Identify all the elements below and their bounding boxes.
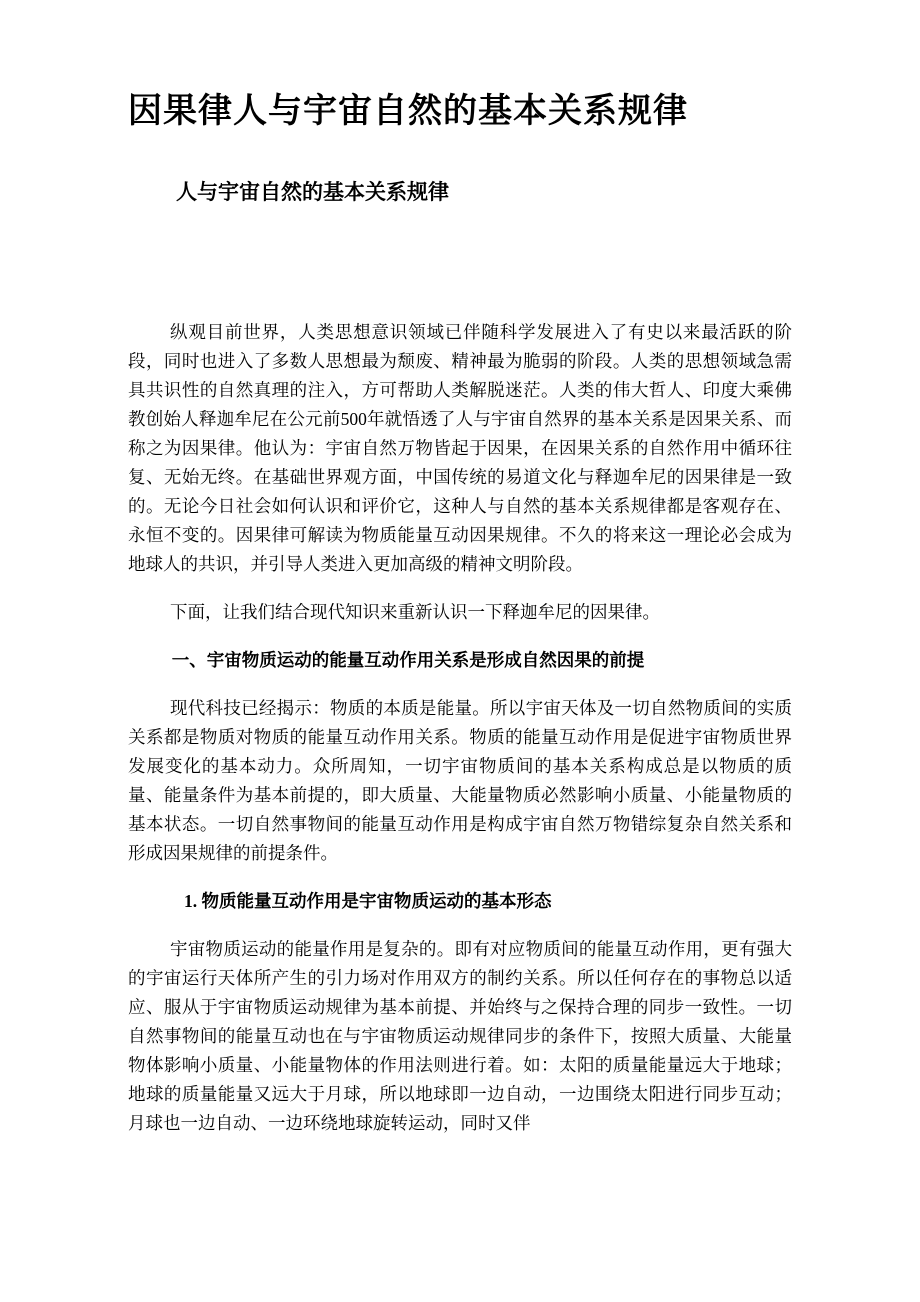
paragraph-intro: 纵观目前世界，人类思想意识领域已伴随科学发展进入了有史以来最活跃的阶段，同时也进入了多数人思想最为颓废、精神最为脆弱的阶段。人类的思想领域急需具共识性的自然真理的注入，方可帮助人类解脱迷茫。人类的伟大哲人、印度大乘佛教创始人释迦牟尼在公元前500年就悟透了人与宇宙自然界的基本关系是因果关系、而称之为因果律。他认为：宇宙自然万物皆起于因果，在因果关系的自然作用中循环往复、无始无终。在基础世界观方面，中国传统的易道文化与释迦牟尼的因果律是一致的。无论今日社会如何认识和评价它，这种人与自然的基本关系规律都是客观存在、永恒不变的。因果律可解读为物质能量互动因果规律。不久的将来这一理论必会成为地球人的共识，并引导人类进入更加高级的精神文明阶段。 — [128, 322, 792, 575]
document-subtitle: 人与宇宙自然的基本关系规律 — [176, 179, 449, 204]
paragraph-subsection-1-body: 宇宙物质运动的能量作用是复杂的。即有对应物质间的能量互动作用，更有强大的宇宙运行天体所产生的引力场对作用双方的制约关系。所以任何存在的事物总以适应、服从于宇宙物质运动规律为基本前提、并始终与之保持合理的同步一致性。一切自然事物间的能量互动也在与宇宙物质运动规律同步的条件下，按照大质量、大能量物体影响小质量、小能量物体的作用法则进行着。如：太阳的质量能量远大于地球；地球的质量能量又远大于月球，所以地球即一边自动，一边围绕太阳进行同步互动；月球也一边自动、一边环绕地球旋转运动，同时又伴 — [128, 939, 792, 1134]
section-1-heading: 一、宇宙物质运动的能量互动作用关系是形成自然因果的前提 — [171, 650, 645, 671]
paragraph-transition: 下面，让我们结合现代知识来重新认识一下释迦牟尼的因果律。 — [170, 602, 660, 623]
document-title: 因果律人与宇宙自然的基本关系规律 — [128, 93, 688, 130]
subsection-1-heading: 1. 物质能量互动作用是宇宙物质运动的基本形态 — [184, 891, 552, 912]
paragraph-section-1-body: 现代科技已经揭示：物质的本质是能量。所以宇宙天体及一切自然物质间的实质关系都是物质对物质的能量互动作用关系。物质的能量互动作用是促进宇宙物质世界发展变化的基本动力。众所周知，一切宇宙物质间的基本关系构成总是以物质的质量、能量条件为基本前提的，即大质量、大能量物质必然影响小质量、小能量物质的基本状态。一切自然事物间的能量互动作用是构成宇宙自然万物错综复杂自然关系和形成因果规律的前提条件。 — [128, 698, 792, 864]
